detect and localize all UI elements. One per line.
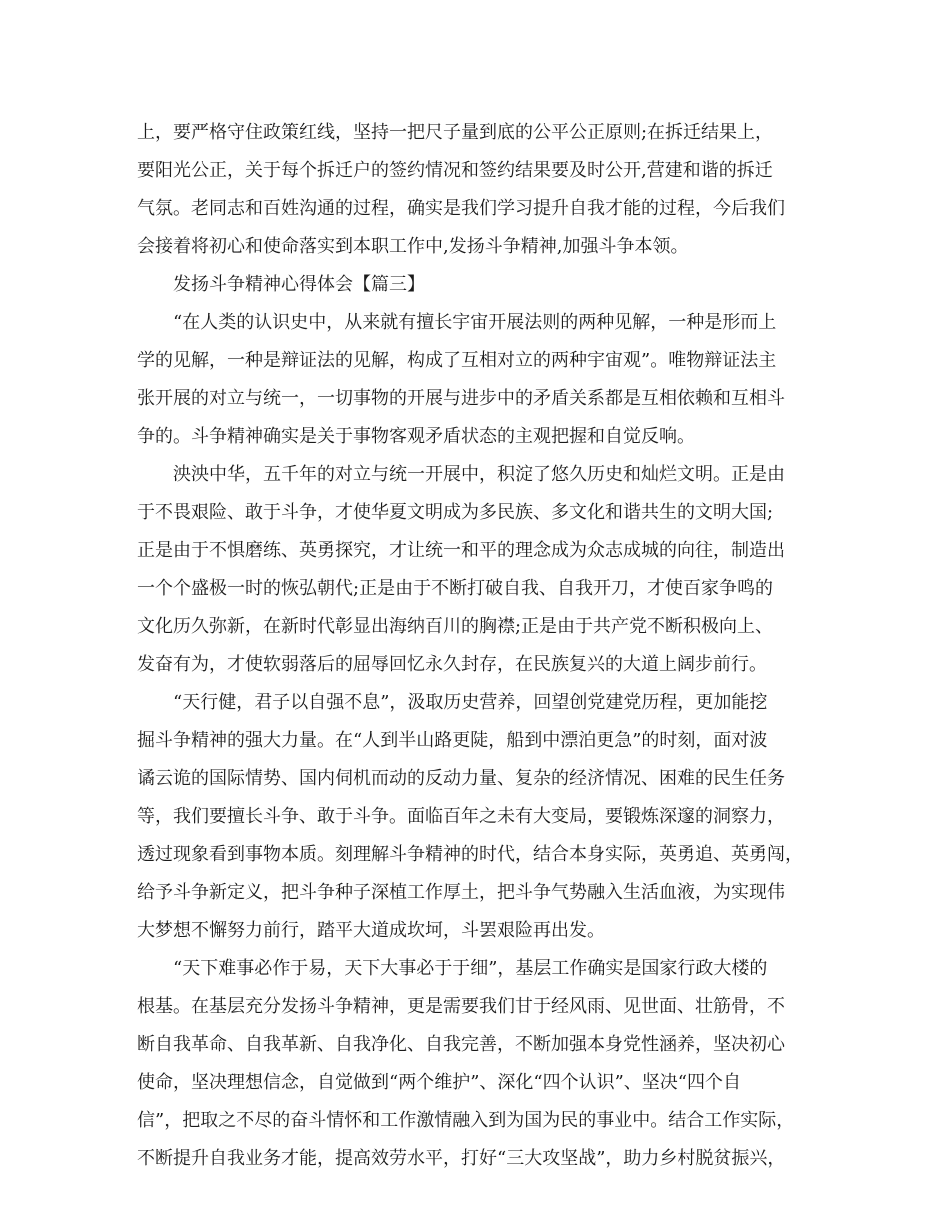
text-line: 于不畏艰险、敢于斗争，才使华夏文明成为多民族、多文化和谐共生的文明大国; (137, 502, 774, 523)
text-line: 断自我革命、自我革新、自我净化、自我完善，不断加强本身党性涵养，坚决初心 (137, 1034, 785, 1055)
text-line: 使命，坚决理想信念，自觉做到“两个维护”、深化“四个认识”、坚决“四个自 (137, 1072, 742, 1093)
text-line: 学的见解，一种是辩证法的见解，构成了互相对立的两种宇宙观”。唯物辩证法主 (137, 350, 777, 371)
text-line: 争的。斗争精神确实是关于事物客观矛盾状态的主观把握和自觉反响。 (137, 426, 695, 447)
document-body (137, 114, 827, 1178)
text-line: 大梦想不懈努力前行，踏平大道成坎坷，斗罢艰险再出发。 (137, 920, 605, 941)
text-line: 会接着将初心和使命落实到本职工作中,发扬斗争精神,加强斗争本领。 (137, 236, 689, 257)
text-line: 透过现象看到事物本质。刻理解斗争精神的时代，结合本身实际，英勇追、英勇闯， (137, 844, 803, 865)
text-line: 掘斗争精神的强大力量。在“人到半山路更陡，船到中漂泊更急”的时刻，面对波 (137, 730, 768, 751)
text-line: 根基。在基层充分发扬斗争精神，更是需要我们甘于经风雨、见世面、壮筋骨，不 (137, 996, 785, 1017)
text-line: 发奋有为，才使软弱落后的屈辱回忆永久封存，在民族复兴的大道上阔步前行。 (137, 654, 767, 675)
text-line: 给予斗争新定义，把斗争种子深植工作厚土，把斗争气势融入生活血液，为实现伟 (137, 882, 785, 903)
text-line: “天行健，君子以自强不息”，汲取历史营养，回望创党建党历程，更加能挖 (173, 692, 768, 713)
text-line: 气氛。老同志和百姓沟通的过程，确实是我们学习提升自我才能的过程，今后我们 (137, 198, 785, 219)
text-line: “天下难事必作于易，天下大事必于于细”，基层工作确实是国家行政大楼的 (173, 958, 768, 979)
text-line: “在人类的认识史中，从来就有擅长宇宙开展法则的两种见解，一种是形而上 (173, 312, 777, 333)
text-line: 文化历久弥新，在新时代彰显出海纳百川的胸襟;正是由于共产党不断积极向上、 (137, 616, 774, 637)
text-line: 谲云诡的国际情势、国内伺机而动的反动力量、复杂的经济情况、困难的民生任务 (137, 768, 785, 789)
text-line: 不断提升自我业务才能，提高效劳水平，打好“三大攻坚战”，助力乡村脱贫振兴， (137, 1148, 786, 1169)
text-line: 信”，把取之不尽的奋斗情怀和工作激情融入到为国为民的事业中。结合工作实际， (137, 1110, 795, 1131)
text-line: 等，我们要擅长斗争、敢于斗争。面临百年之未有大变局，要锻炼深邃的洞察力， (137, 806, 785, 827)
text-line: 泱泱中华，五千年的对立与统一开展中，积淀了悠久历史和灿烂文明。正是由 (173, 464, 785, 485)
text-line: 张开展的对立与统一，一切事物的开展与进步中的矛盾关系都是互相依赖和互相斗 (137, 388, 785, 409)
text-line: 要阳光公正，关于每个拆迁户的签约情况和签约结果要及时公开,营建和谐的拆迁 (137, 160, 773, 181)
text-line: 上，要严格守住政策红线，坚持一把尺子量到底的公平公正原则;在拆迁结果上， (137, 122, 774, 143)
text-line: 一个个盛极一时的恢弘朝代;正是由于不断打破自我、自我开刀，才使百家争鸣的 (137, 578, 774, 599)
text-line: 正是由于不惧磨练、英勇探究，才让统一和平的理念成为众志成城的向往，制造出 (137, 540, 785, 561)
section-heading: 发扬斗争精神心得体会【篇三】 (173, 274, 425, 295)
